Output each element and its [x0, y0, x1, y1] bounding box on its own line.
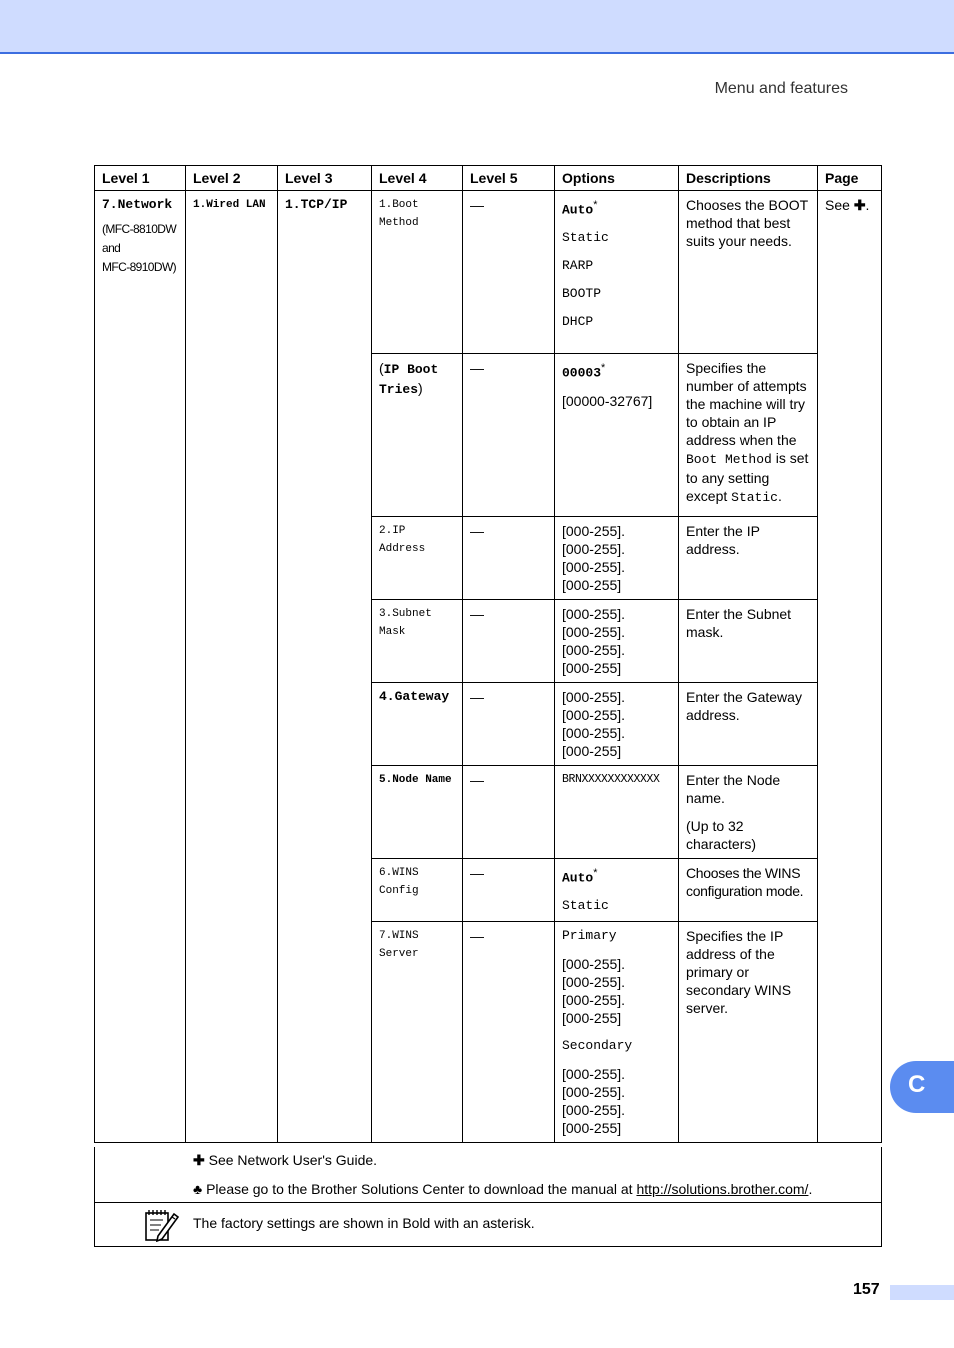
dash: —	[470, 523, 484, 539]
option: [000-255]	[562, 660, 622, 676]
table-header-row	[95, 166, 882, 191]
dash: —	[470, 865, 484, 881]
chapter-tab-label: C	[908, 1071, 926, 1098]
option: [000-255].	[562, 559, 626, 575]
level4-cell	[372, 191, 463, 354]
level4-label: IP Boot Tries	[379, 362, 439, 397]
option-range: [00000-32767]	[562, 393, 653, 410]
asterisk: *	[593, 199, 598, 211]
level4-cell	[372, 766, 463, 859]
footnote-club	[193, 1181, 812, 1197]
description: Specifies the number of attempts the machine will try to obtain an IP address when the	[686, 360, 807, 448]
dash: —	[470, 772, 484, 788]
level4-cell	[372, 354, 463, 517]
description: Chooses the BOOT method that best suits your needs.	[686, 197, 808, 249]
level5-cell	[463, 922, 555, 1143]
option: [000-255]	[562, 1120, 622, 1136]
options-cell	[555, 517, 679, 600]
option: Static	[562, 898, 609, 914]
level4-label: 7.WINS Server	[379, 930, 419, 960]
option: Static	[562, 230, 609, 246]
level5-cell	[463, 683, 555, 766]
description: Enter the Node name.	[686, 772, 781, 806]
description-cell	[679, 766, 818, 859]
option: [000-255].	[562, 956, 626, 972]
option: [000-255].	[562, 992, 626, 1008]
option-primary: Primary	[562, 928, 617, 943]
description-cell	[679, 600, 818, 683]
level4-label: 3.Subnet Mask	[379, 608, 432, 638]
footnote-text: See Network User's Guide.	[208, 1152, 378, 1168]
page-number-bar	[890, 1285, 954, 1300]
level3-cell	[278, 191, 372, 1143]
dash: —	[470, 606, 484, 622]
level4-label: 6.WINS Config	[379, 867, 419, 897]
page-cell	[818, 191, 882, 1143]
option: [000-255].	[562, 606, 626, 622]
options-cell	[555, 859, 679, 922]
default-option: Auto	[562, 202, 594, 218]
column-header: Level 2	[186, 166, 278, 191]
option: BOOTP	[562, 286, 602, 302]
page-after: .	[865, 197, 870, 213]
option: [000-255].	[562, 541, 626, 557]
option: [000-255].	[562, 624, 626, 640]
description-cell	[679, 191, 818, 354]
default-option: Auto	[562, 870, 594, 886]
column-header: Page	[818, 166, 882, 191]
chapter-tab	[890, 1061, 954, 1113]
menu-table	[94, 165, 882, 1143]
default-option: 00003	[562, 365, 602, 381]
description: Enter the Subnet mask.	[686, 606, 792, 640]
dash: —	[470, 928, 484, 944]
option: [000-255].	[562, 689, 626, 705]
level4-label: 4.Gateway	[379, 689, 450, 704]
note-text: The factory settings are shown in Bold with an asterisk.	[193, 1215, 535, 1231]
level2-label: 1.Wired LAN	[193, 199, 266, 211]
level1-cell	[95, 191, 186, 1143]
model-note: and	[102, 241, 121, 255]
option: RARP	[562, 258, 594, 274]
footnote-box	[94, 1147, 882, 1203]
level4-cell	[372, 600, 463, 683]
footnote-plus	[193, 1152, 377, 1169]
level4-cell	[372, 859, 463, 922]
description: .	[777, 488, 782, 504]
note-box	[94, 1202, 882, 1247]
level3-label: 1.TCP/IP	[285, 197, 348, 212]
page-number: 157	[853, 1281, 880, 1298]
option: [000-255].	[562, 1084, 626, 1100]
description-code: Boot Method	[686, 452, 772, 467]
level2-cell	[186, 191, 278, 1143]
option: [000-255].	[562, 523, 626, 539]
level4-label: 2.IP Address	[379, 525, 426, 555]
options-cell	[555, 683, 679, 766]
column-header: Level 1	[95, 166, 186, 191]
description: Enter the Gateway address.	[686, 689, 802, 723]
level5-cell	[463, 859, 555, 922]
page-see: See	[825, 197, 850, 213]
options-cell	[555, 191, 679, 354]
description: is set to any setting except	[686, 450, 809, 504]
option: [000-255].	[562, 1102, 626, 1118]
footnote-text: Please go to the Brother Solutions Center to download the manual at	[206, 1181, 633, 1197]
option: [000-255].	[562, 725, 626, 741]
option: [000-255].	[562, 642, 626, 658]
description-cell	[679, 517, 818, 600]
club-icon: ♣	[193, 1181, 203, 1197]
options-cell	[555, 766, 679, 859]
footnote-after: .	[808, 1181, 813, 1197]
column-header: Descriptions	[679, 166, 818, 191]
level4-cell	[372, 517, 463, 600]
level5-cell	[463, 517, 555, 600]
asterisk: *	[601, 362, 606, 374]
option-secondary: Secondary	[562, 1038, 633, 1053]
level5-cell	[463, 600, 555, 683]
description: Enter the IP address.	[686, 523, 760, 557]
level4-label: 1.Boot Method	[379, 199, 419, 229]
level4-cell	[372, 683, 463, 766]
section-title: Menu and features	[714, 80, 848, 97]
option: BRNXXXXXXXXXXXX	[562, 773, 660, 786]
paren: )	[418, 380, 423, 396]
option: DHCP	[562, 314, 594, 330]
description-cell	[679, 683, 818, 766]
option: [000-255].	[562, 707, 626, 723]
option: [000-255].	[562, 974, 626, 990]
level5-cell	[463, 354, 555, 517]
column-header: Level 3	[278, 166, 372, 191]
level5-cell	[463, 191, 555, 354]
paren: (	[379, 360, 384, 376]
description-cell	[679, 922, 818, 1143]
dash: —	[470, 689, 484, 705]
table-row	[95, 191, 882, 354]
column-header: Level 4	[372, 166, 463, 191]
option: [000-255]	[562, 743, 622, 759]
asterisk: *	[593, 867, 598, 879]
level4-cell	[372, 922, 463, 1143]
description: Specifies the IP address of the primary or secondary WINS server.	[686, 928, 792, 1016]
dash: —	[470, 197, 484, 213]
description: Chooses the WINS configuration mode.	[686, 865, 804, 899]
model-note: (MFC-8810DW	[102, 222, 177, 236]
dash: —	[470, 360, 484, 376]
option: [000-255]	[562, 577, 622, 593]
plus-icon: ✚	[193, 1152, 205, 1168]
note-pencil-icon	[143, 1208, 179, 1245]
description-cell	[679, 859, 818, 922]
description: (Up to 32 characters)	[686, 818, 757, 852]
column-header: Options	[555, 166, 679, 191]
options-cell	[555, 600, 679, 683]
top-banner	[0, 0, 954, 54]
option: [000-255].	[562, 1066, 626, 1082]
level1-label: 7.Network	[102, 197, 173, 212]
column-header: Level 5	[463, 166, 555, 191]
level5-cell	[463, 766, 555, 859]
description-cell	[679, 354, 818, 517]
solutions-link[interactable]: http://solutions.brother.com/	[636, 1181, 809, 1197]
option: [000-255]	[562, 1010, 622, 1026]
plus-icon: ✚	[853, 197, 866, 213]
options-cell	[555, 354, 679, 517]
description-code: Static	[731, 490, 778, 505]
model-note: MFC-8910DW)	[102, 260, 177, 274]
level4-label: 5.Node Name	[379, 774, 452, 786]
options-cell	[555, 922, 679, 1143]
